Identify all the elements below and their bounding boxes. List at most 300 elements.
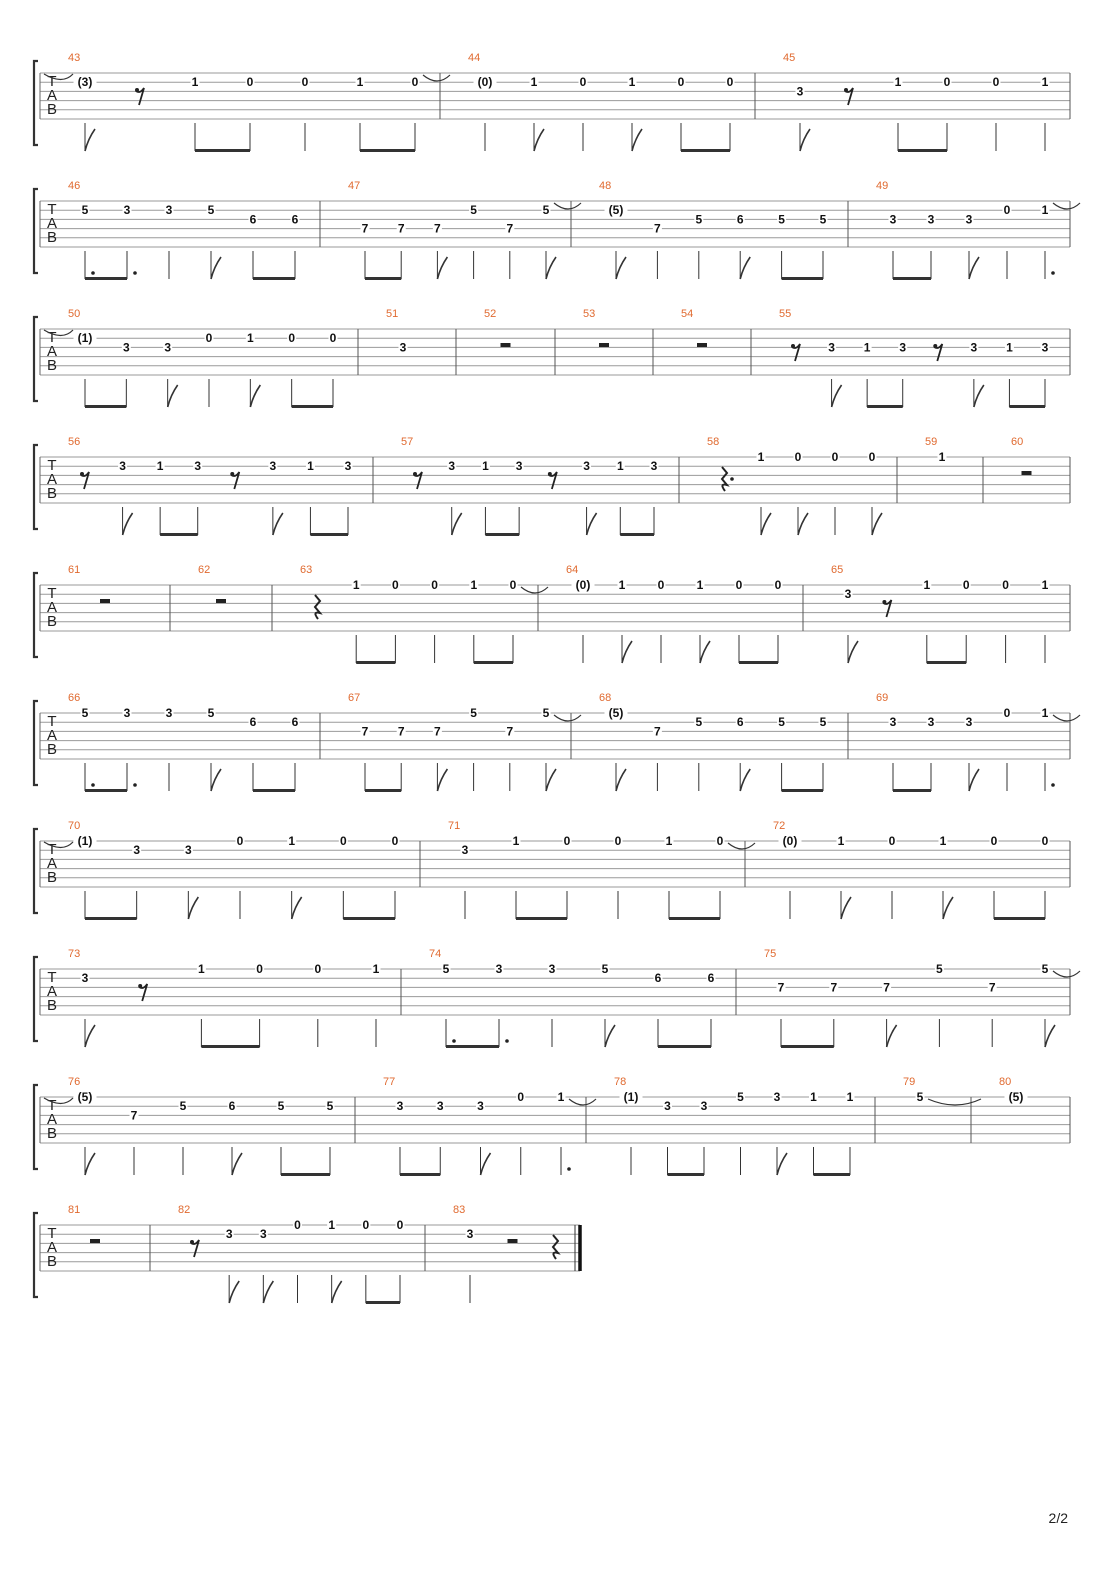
tab-clef-letter: T [47,585,57,602]
note-beam [485,533,519,536]
note-beam [446,1045,499,1048]
tab-clef-letter: A [46,599,58,616]
bar-number: 45 [783,52,796,64]
fret-number: 3 [466,1227,474,1242]
note-flag [969,257,979,279]
fret-number: 3 [399,340,407,355]
fret-number: 3 [477,1099,484,1114]
fret-number: 3 [225,1227,233,1242]
fret-number: 3 [548,962,556,976]
tab-clef-letter: B [46,101,58,118]
fret-number: 3 [899,340,907,355]
fret-number: 1 [863,340,871,355]
fret-number: 7 [361,724,369,739]
fret-number: 3 [123,706,131,720]
eighth-rest-dot [80,472,84,476]
note-flag [832,385,842,407]
bar-number: 46 [68,180,81,192]
note-flag [632,129,642,151]
fret-number: 0 [614,834,622,848]
note-flag [616,257,626,279]
fret-number: 5 [695,212,703,227]
fret-number: 3 [448,459,456,474]
half-rest [501,343,511,347]
fret-number: 6 [249,212,257,227]
bar-number: 78 [614,1076,627,1088]
bar-number: 47 [348,180,361,192]
tab-system [34,692,1080,792]
bar-number: 80 [999,1076,1012,1088]
note-beam [85,917,137,920]
fret-number: 5 [542,203,550,218]
fret-number: 0 [992,75,1000,90]
fret-number: (1) [623,1090,639,1104]
fret-number: 0 [943,75,951,90]
rhythm-dot [1051,783,1055,787]
tab-clef-letter: T [47,713,57,730]
bar-number: 58 [707,436,720,448]
fret-number: 1 [328,1218,336,1232]
fret-number: 0 [246,75,254,90]
note-flag [263,1281,273,1303]
fret-number: 0 [888,834,896,848]
fret-number: 1 [1006,340,1013,355]
note-beam [669,917,720,920]
bar-number: 49 [876,180,889,192]
fret-number: 1 [665,834,673,848]
fret-number: 0 [362,1218,370,1232]
tab-system [34,1204,580,1304]
note-flag [452,513,462,535]
fret-number: 5 [916,1090,924,1104]
fret-number: 3 [965,212,973,227]
fret-number: 1 [372,962,380,976]
tie-arc [521,587,548,593]
fret-number: 7 [130,1108,138,1123]
tab-clef-letter: A [46,983,58,1000]
bar-number: 79 [903,1076,916,1088]
fret-number: 0 [517,1090,525,1104]
note-beam [927,661,966,664]
bar-number: 57 [401,436,414,448]
bar-number: 75 [764,948,777,960]
tab-system [34,52,1070,152]
half-rest [697,343,707,347]
bar-number: 67 [348,692,361,704]
note-beam [365,789,401,792]
fret-number: (3) [77,75,93,90]
fret-number: 3 [828,340,835,355]
system-bracket [34,573,38,657]
fret-number: (0) [575,578,591,592]
rhythm-dot [452,1039,456,1043]
fret-number: 0 [236,834,244,848]
fret-number: 0 [392,578,399,592]
fret-number: 0 [509,578,517,592]
half-rest [599,343,609,347]
note-flag [616,769,626,791]
note-flag [546,769,556,791]
fret-number: 7 [361,221,369,236]
bar-number: 55 [779,308,792,320]
eighth-rest-dot [548,472,552,476]
fret-number: 5 [819,715,827,730]
bar-number: 65 [831,564,844,576]
tab-clef-letter: B [46,613,58,630]
fret-number: 5 [277,1099,285,1114]
fret-number: 5 [601,962,609,976]
note-beam [893,277,931,280]
fret-number: 0 [314,962,322,976]
note-flag [250,385,260,407]
fret-number: 1 [1041,706,1049,720]
system-bracket [34,957,38,1041]
fret-number: 5 [695,715,703,730]
note-flag [1045,1025,1055,1047]
note-beam [668,1173,705,1176]
fret-number: 1 [470,578,478,592]
tab-clef-letter: T [47,841,57,858]
bar-number: 48 [599,180,612,192]
bar-number: 69 [876,692,889,704]
fret-number: 7 [397,724,405,739]
bar-number: 56 [68,436,81,448]
tab-clef-letter: A [46,471,58,488]
system-bracket [34,61,38,145]
quarter-rest [553,1235,558,1259]
tie-arc [569,1099,596,1105]
tab-system [34,308,1070,408]
fret-number: 3 [119,459,126,474]
note-flag [546,257,556,279]
bar-number: 81 [68,1204,81,1216]
fret-number: (0) [477,75,493,90]
tie-arc [1053,971,1080,977]
note-flag [798,513,808,535]
fret-number: 1 [246,331,254,346]
fret-number: 1 [616,459,624,474]
note-beam [474,661,513,664]
tab-clef-letter: A [46,1111,58,1128]
fret-number: 1 [1041,75,1049,90]
note-flag [887,1025,897,1047]
fret-number: 5 [936,962,943,976]
half-rest [100,599,110,603]
tab-clef-letter: T [47,201,57,218]
fret-number: 0 [431,578,438,592]
fret-number: 1 [837,834,845,848]
fret-number: 5 [81,203,89,218]
fret-number: 1 [512,834,520,848]
tab-clef-letter: T [47,1097,57,1114]
fret-number: 1 [1041,578,1049,592]
fret-number: 1 [1041,203,1049,218]
note-flag [700,641,710,663]
note-flag [740,769,750,791]
system-bracket [34,445,38,529]
bar-number: 59 [925,436,938,448]
fret-number: 0 [411,75,419,90]
note-beam [85,789,127,792]
fret-number: 1 [356,75,364,90]
fret-number: 5 [778,212,785,227]
tab-system [34,1076,1070,1176]
tie-arc [1053,715,1080,721]
fret-number: 3 [970,340,978,355]
note-beam [1009,405,1045,408]
fret-number: 3 [461,843,469,858]
fret-number: 3 [927,212,935,227]
fret-number: 5 [207,203,215,218]
bar-number: 51 [386,308,399,320]
fret-number: 7 [506,724,514,739]
note-beam [160,533,198,536]
bar-number: 43 [68,52,81,64]
fret-number: 1 [191,75,199,90]
system-bracket [34,829,38,913]
fret-number: 3 [515,459,523,474]
note-flag [872,513,882,535]
tab-system [34,180,1080,280]
tab-clef-letter: B [46,997,58,1014]
tie-arc [423,75,450,81]
fret-number: 5 [470,706,477,720]
bar-number: 68 [599,692,612,704]
half-rest [1022,471,1032,475]
note-flag [168,385,178,407]
fret-number: 0 [256,962,263,976]
fret-number: 5 [207,706,215,720]
bar-number: 73 [68,948,81,960]
note-beam [994,917,1045,920]
fret-number: 3 [927,715,935,730]
bar-number: 44 [468,52,481,64]
note-beam [681,149,730,152]
bar-number: 76 [68,1076,81,1088]
bar-number: 72 [773,820,786,832]
note-flag [974,385,984,407]
fret-number: 0 [962,578,970,592]
fret-number: 5 [326,1099,334,1114]
rhythm-dot [91,783,95,787]
fret-number: 7 [988,980,996,995]
note-flag [740,257,750,279]
note-flag [800,129,810,151]
fret-number: 7 [830,980,838,995]
bar-number: 52 [484,308,497,320]
tab-clef-letter: A [46,215,58,232]
tab-clef-letter: B [46,1125,58,1142]
note-beam [360,149,415,152]
bar-number: 60 [1011,436,1024,448]
note-beam [253,277,295,280]
fret-number: 0 [794,450,802,464]
tab-clef-letter: A [46,1239,58,1256]
fret-number: 1 [307,459,314,474]
fret-number: 0 [990,834,998,848]
note-flag [534,129,544,151]
note-flag [437,257,447,279]
fret-number: 0 [396,1218,404,1232]
fret-number: 7 [654,724,661,739]
note-flag [969,769,979,791]
tab-clef-letter: T [47,457,57,474]
eighth-rest-dot [413,472,417,476]
note-flag [587,513,597,535]
tab-system [34,564,1070,664]
fret-number: 3 [133,843,141,858]
tab-clef-letter: A [46,727,58,744]
fret-number: 0 [205,331,213,346]
note-beam [898,149,947,152]
fret-number: 0 [391,834,399,848]
fret-number: 7 [777,980,785,995]
fret-number: 0 [294,1218,301,1232]
bar-number: 82 [178,1204,191,1216]
tie-arc [728,843,755,849]
fret-number: (0) [782,834,798,848]
note-beam [658,1045,711,1048]
fret-number: 3 [81,971,89,986]
tab-system [34,436,1070,536]
fret-number: 1 [618,578,626,592]
note-flag [943,897,953,919]
fret-number: 3 [123,203,131,218]
quarter-rest [722,467,727,491]
fret-number: 3 [796,84,804,99]
note-flag [229,1281,239,1303]
fret-number: 3 [396,1099,404,1114]
fret-number: 0 [735,578,743,592]
note-flag [211,257,221,279]
fret-number: (5) [608,706,624,720]
fret-number: 0 [1041,834,1049,848]
fret-number: 7 [654,221,661,236]
note-flag [848,641,858,663]
fret-number: 3 [436,1099,444,1114]
fret-number: 0 [329,331,337,346]
system-bracket [34,189,38,273]
fret-number: 1 [696,578,704,592]
fret-number: 1 [810,1090,817,1104]
fret-number: 0 [339,834,347,848]
note-beam [201,1045,259,1048]
note-beam [620,533,654,536]
bar-number: 77 [383,1076,396,1088]
tab-clef-letter: T [47,969,57,986]
fret-number: 6 [707,971,715,986]
note-flag [123,513,133,535]
note-beam [782,789,823,792]
system-bracket [34,317,38,401]
fret-number: 3 [269,459,277,474]
tab-clef-letter: T [47,329,57,346]
bar-number: 74 [429,948,442,960]
note-beam [366,1301,400,1304]
note-beam [343,917,395,920]
fret-number: 5 [179,1099,187,1114]
note-beam [782,277,823,280]
fret-number: 0 [726,75,734,90]
fret-number: 5 [81,706,89,720]
fret-number: 1 [938,450,946,464]
fret-number: 5 [442,962,450,976]
eighth-rest-dot [190,1240,194,1244]
note-flag [332,1281,342,1303]
fret-number: 5 [778,715,785,730]
eighth-rest-dot [933,344,937,348]
tie-arc [554,715,581,721]
fret-number: 5 [737,1090,744,1104]
fret-number: 1 [846,1090,854,1104]
bar-number: 63 [300,564,313,576]
tab-clef-letter: B [46,1253,58,1270]
page-number: 2/2 [1048,1510,1068,1526]
fret-number: 3 [583,459,590,474]
fret-number: 1 [530,75,538,90]
bar-number: 62 [198,564,211,576]
note-beam [739,661,778,664]
fret-number: 3 [164,340,172,355]
rhythm-dot [1051,271,1055,275]
note-flag [777,1153,787,1175]
fret-number: 3 [122,340,130,355]
fret-number: 3 [844,587,852,602]
fret-number: 5 [1041,962,1049,976]
fret-number: (1) [77,834,93,848]
fret-number: 1 [757,450,765,464]
note-beam [195,149,250,152]
tab-clef-letter: T [47,1225,57,1242]
fret-number: 5 [542,706,550,720]
note-flag [437,769,447,791]
note-beam [281,1173,330,1176]
fret-number: (5) [1008,1090,1024,1104]
eighth-rest-dot [138,984,142,988]
note-beam [85,405,126,408]
fret-number: 0 [868,450,876,464]
note-flag [211,769,221,791]
fret-number: 1 [894,75,902,90]
tie-arc [928,1099,981,1105]
note-beam [310,533,348,536]
bar-number: 66 [68,692,81,704]
fret-number: 0 [579,75,587,90]
fret-number: 3 [773,1090,781,1104]
rhythm-dot [133,783,137,787]
fret-number: 1 [557,1090,565,1104]
fret-number: 1 [198,962,205,976]
note-beam [781,1045,834,1048]
fret-number: 0 [716,834,724,848]
note-beam [292,405,333,408]
rhythm-dot [133,271,137,275]
fret-number: 0 [563,834,571,848]
fret-number: 1 [628,75,636,90]
note-flag [605,1025,615,1047]
fret-number: 1 [939,834,947,848]
fret-number: 7 [883,980,890,995]
fret-number: 3 [965,715,973,730]
fret-number: 6 [249,715,257,730]
half-rest [216,599,226,603]
fret-number: 3 [889,715,897,730]
fret-number: 3 [165,706,173,720]
note-flag [841,897,851,919]
fret-number: 3 [165,203,173,218]
note-flag [481,1153,491,1175]
eighth-rest-dot [135,88,139,92]
